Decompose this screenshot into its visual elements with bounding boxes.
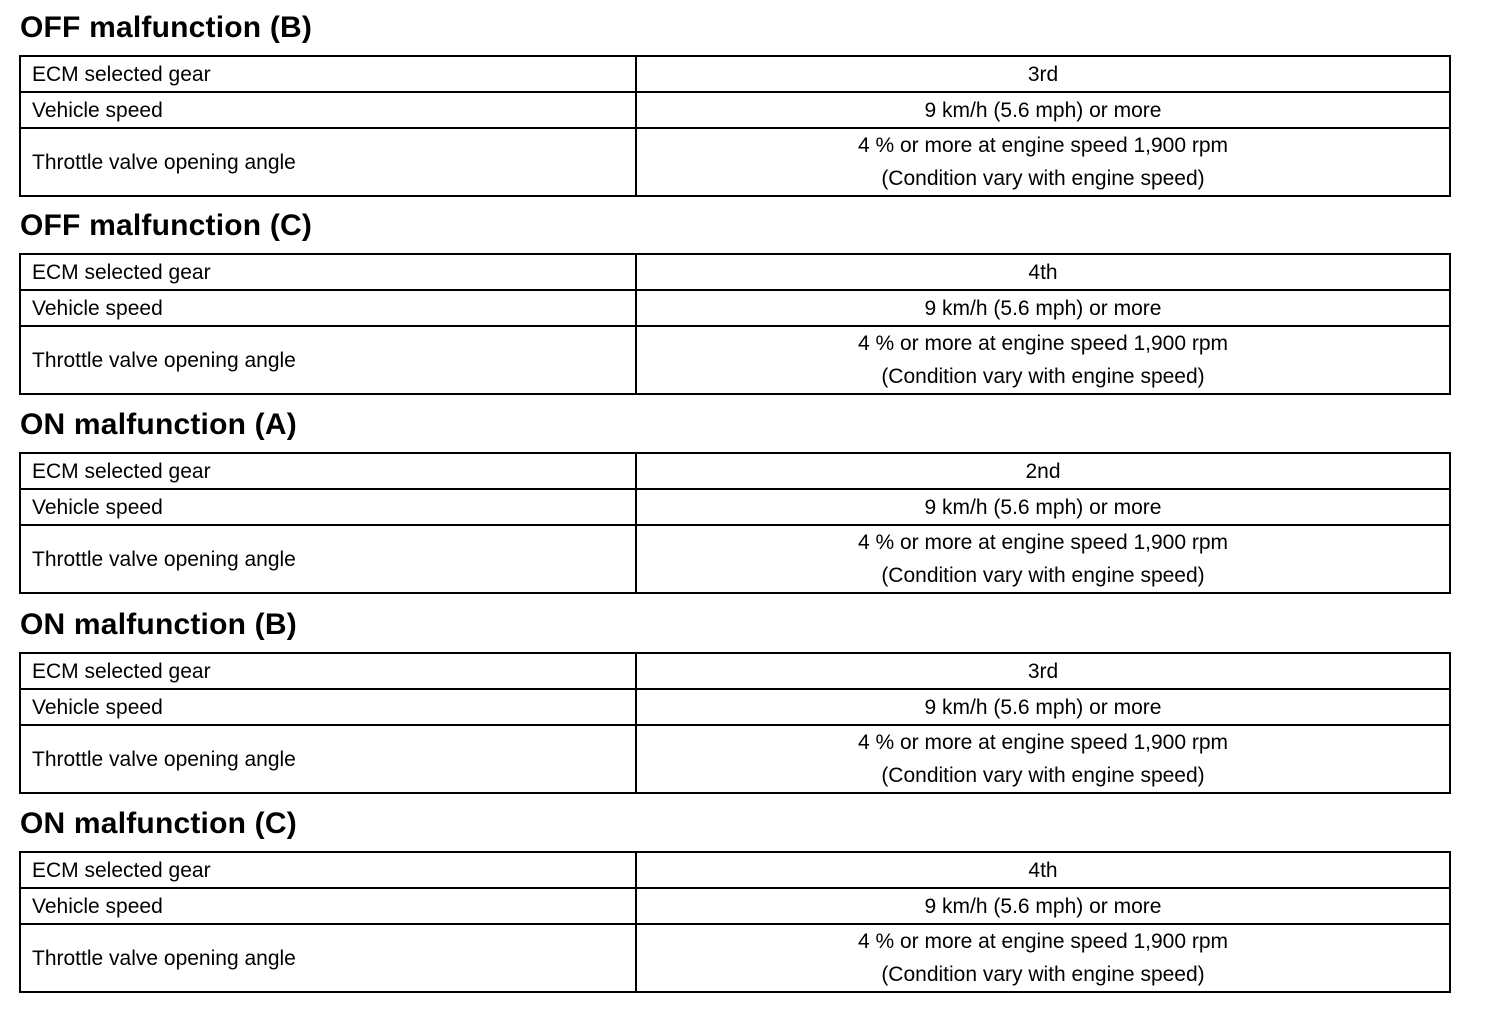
row-value-multiline: [636, 725, 1450, 793]
row-note: (Condition vary with engine speed): [881, 764, 1205, 787]
row-label: Throttle valve opening angle: [20, 128, 636, 196]
row-value-multiline: [636, 525, 1450, 593]
table-row: [20, 888, 1450, 924]
row-value-multiline: [636, 924, 1450, 992]
row-value: 2nd: [636, 453, 1450, 489]
row-value: 4th: [636, 254, 1450, 290]
row-value: 4 % or more at engine speed 1,900 rpm: [857, 531, 1229, 554]
row-label: Vehicle speed: [20, 888, 636, 924]
table-row: [20, 924, 1450, 992]
row-value: 3rd: [636, 653, 1450, 689]
section-title: ON malfunction (C): [20, 807, 297, 840]
table-row: [20, 326, 1450, 394]
row-note: (Condition vary with engine speed): [881, 564, 1205, 587]
table-row: [20, 489, 1450, 525]
table-row: [20, 254, 1450, 290]
row-note: (Condition vary with engine speed): [881, 167, 1205, 190]
row-value: 9 km/h (5.6 mph) or more: [636, 290, 1450, 326]
row-value: 9 km/h (5.6 mph) or more: [636, 888, 1450, 924]
row-value: 3rd: [636, 56, 1450, 92]
row-value-multiline: [636, 128, 1450, 196]
section-title: ON malfunction (B): [20, 608, 297, 641]
row-label: Vehicle speed: [20, 92, 636, 128]
table-row: [20, 525, 1450, 593]
section-off-malfunction-b: [19, 0, 1451, 197]
table-row: [20, 852, 1450, 888]
table-row: [20, 725, 1450, 793]
section-on-malfunction-c: [19, 796, 1451, 993]
row-label: Throttle valve opening angle: [20, 525, 636, 593]
table-row: [20, 653, 1450, 689]
row-note: (Condition vary with engine speed): [881, 365, 1205, 388]
section-title: ON malfunction (A): [20, 408, 297, 441]
table-row: [20, 128, 1450, 196]
row-value: 4th: [636, 852, 1450, 888]
row-value: 4 % or more at engine speed 1,900 rpm: [857, 930, 1229, 953]
row-label: ECM selected gear: [20, 653, 636, 689]
table-row: [20, 92, 1450, 128]
row-label: Throttle valve opening angle: [20, 924, 636, 992]
section-on-malfunction-a: [19, 397, 1451, 594]
row-value: 4 % or more at engine speed 1,900 rpm: [857, 134, 1229, 157]
section-off-malfunction-c: [19, 198, 1451, 395]
row-value: 9 km/h (5.6 mph) or more: [636, 92, 1450, 128]
row-label: Throttle valve opening angle: [20, 725, 636, 793]
row-note: (Condition vary with engine speed): [881, 963, 1205, 986]
row-label: ECM selected gear: [20, 254, 636, 290]
row-label: ECM selected gear: [20, 453, 636, 489]
section-on-malfunction-b: [19, 597, 1451, 794]
section-title: OFF malfunction (B): [20, 11, 313, 44]
table-row: [20, 290, 1450, 326]
row-label: Vehicle speed: [20, 489, 636, 525]
row-label: Vehicle speed: [20, 689, 636, 725]
condition-table: [19, 851, 1451, 993]
section-title: OFF malfunction (C): [20, 209, 313, 242]
row-label: Vehicle speed: [20, 290, 636, 326]
condition-table: [19, 652, 1451, 794]
row-value: 4 % or more at engine speed 1,900 rpm: [857, 731, 1229, 754]
condition-table: [19, 55, 1451, 197]
table-row: [20, 453, 1450, 489]
row-label: Throttle valve opening angle: [20, 326, 636, 394]
table-row: [20, 689, 1450, 725]
row-label: ECM selected gear: [20, 852, 636, 888]
row-value: 4 % or more at engine speed 1,900 rpm: [857, 332, 1229, 355]
row-value: 9 km/h (5.6 mph) or more: [636, 689, 1450, 725]
row-label: ECM selected gear: [20, 56, 636, 92]
row-value: 9 km/h (5.6 mph) or more: [636, 489, 1450, 525]
condition-table: [19, 253, 1451, 395]
table-row: [20, 56, 1450, 92]
row-value-multiline: [636, 326, 1450, 394]
condition-table: [19, 452, 1451, 594]
